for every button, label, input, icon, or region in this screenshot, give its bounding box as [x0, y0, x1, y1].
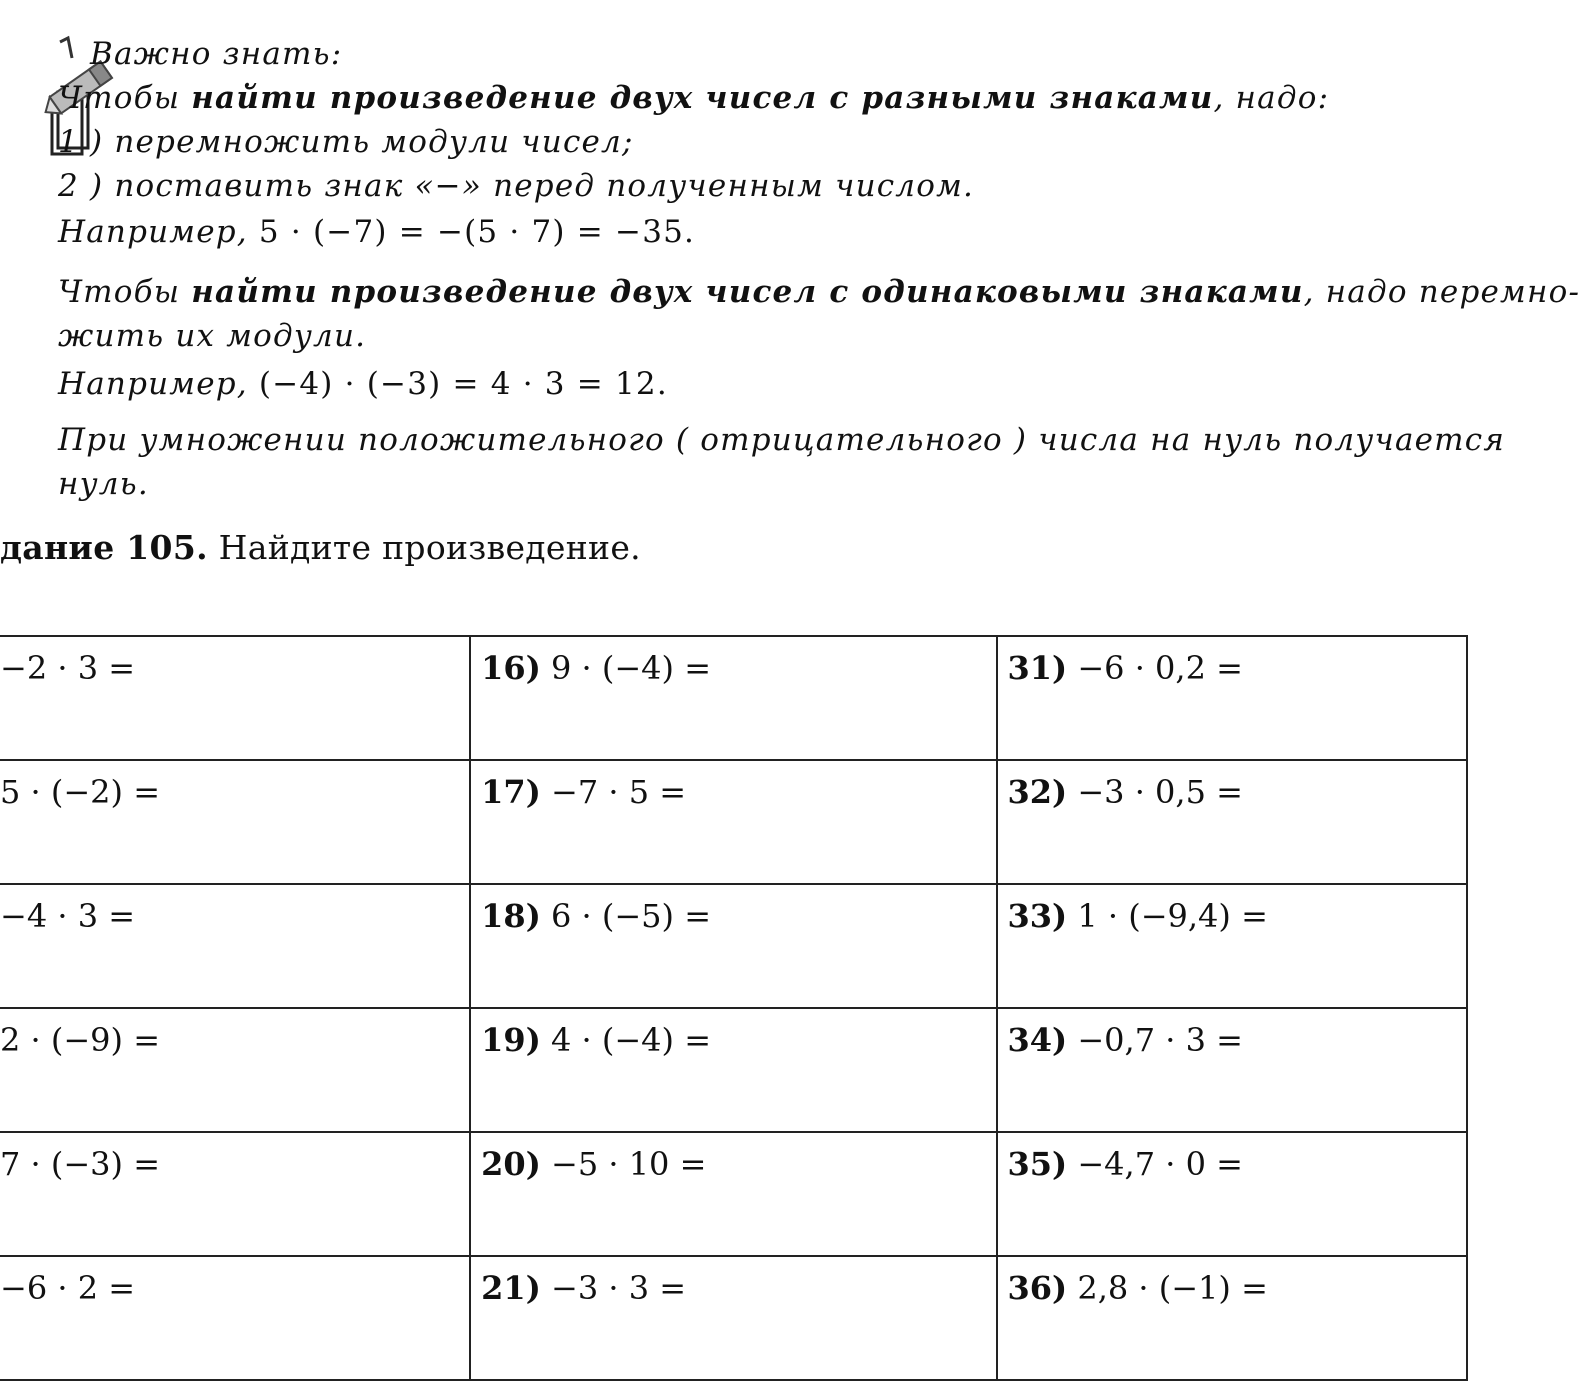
example-2: [58, 366, 668, 402]
exercise-number: 20): [481, 1145, 541, 1183]
table-row: [0, 760, 1467, 884]
rule-line-1: [58, 80, 1329, 116]
exercise-cell: [0, 1008, 470, 1132]
table-row: [0, 1256, 1467, 1380]
exercise-table: [0, 635, 1468, 1381]
rule-line-8: При умножении положительного ( отрицательного ) числа на нуль получается: [58, 422, 1506, 458]
exercise-number: 17): [481, 773, 541, 811]
rule-text: Чтобы: [58, 274, 192, 310]
exercise-cell: [470, 1256, 996, 1380]
rule-text: , надо:: [1213, 80, 1330, 116]
exercise-expression: 1 · (−9,4) =: [1077, 897, 1268, 935]
exercise-cell: [0, 884, 470, 1008]
example-label: Например,: [58, 214, 259, 250]
exercise-number: 18): [481, 897, 541, 935]
exercise-expression: −6 · 2 =: [0, 1269, 136, 1307]
rule-heading: Важно знать:: [90, 36, 343, 72]
rule-text: Чтобы: [58, 80, 192, 116]
exercise-expression: −2 · 3 =: [0, 649, 136, 687]
table-row: [0, 636, 1467, 760]
exercise-cell: [997, 1132, 1468, 1256]
exercise-expression: −3 · 0,5 =: [1077, 773, 1243, 811]
exercise-number: 36): [1007, 1269, 1068, 1307]
exercise-expression: −0,7 · 3 =: [1077, 1021, 1243, 1059]
exercise-number: 33): [1007, 897, 1068, 935]
exercise-cell: [0, 636, 470, 760]
exercise-expression: −6 · 0,2 =: [1077, 649, 1243, 687]
exercise-expression: −4 · 3 =: [0, 897, 136, 935]
rule-text: , надо перемно-: [1303, 274, 1580, 310]
exercise-cell: [997, 884, 1468, 1008]
exercise-cell: [470, 636, 996, 760]
example-label: Например,: [58, 366, 259, 402]
exercise-number: 21): [481, 1269, 541, 1307]
exercise-number: 31): [1007, 649, 1068, 687]
exercise-expression: 6 · (−5) =: [551, 897, 711, 935]
rule-line-9: нуль.: [58, 466, 149, 502]
task-instruction: Найдите произведение.: [207, 528, 641, 567]
example-formula: 5 · (−7) = −(5 · 7) = −35.: [258, 214, 696, 250]
exercise-number: 35): [1007, 1145, 1068, 1183]
exercise-number: 16): [481, 649, 541, 687]
exercise-cell: [470, 760, 996, 884]
rule-line-2: 1 ) перемножить модули чисел;: [58, 124, 634, 160]
task-title: [0, 528, 641, 567]
task-number: дание 105.: [0, 528, 208, 567]
exercise-expression: 7 · (−3) =: [0, 1145, 160, 1183]
exercise-expression: 2 · (−9) =: [0, 1021, 160, 1059]
example-formula: (−4) · (−3) = 4 · 3 = 12.: [258, 366, 668, 402]
exercise-cell: [0, 760, 470, 884]
rule-bold-text: найти произведение двух чисел с одинаковыми знаками: [191, 274, 1304, 310]
exercise-expression: 2,8 · (−1) =: [1077, 1269, 1268, 1307]
exercise-expression: −7 · 5 =: [551, 773, 687, 811]
exercise-expression: −4,7 · 0 =: [1077, 1145, 1243, 1183]
exercise-cell: [470, 884, 996, 1008]
exercise-number: 32): [1007, 773, 1068, 811]
table-row: [0, 1132, 1467, 1256]
table-row: [0, 884, 1467, 1008]
example-1: [58, 214, 695, 250]
exercise-cell: [0, 1256, 470, 1380]
exercise-cell: [470, 1008, 996, 1132]
exercise-number: 19): [481, 1021, 541, 1059]
exercise-expression: −5 · 10 =: [551, 1145, 707, 1183]
exercise-expression: −3 · 3 =: [551, 1269, 687, 1307]
exercise-expression: 4 · (−4) =: [551, 1021, 711, 1059]
exercise-cell: [0, 1132, 470, 1256]
exercise-cell: [470, 1132, 996, 1256]
rule-line-6: жить их модули.: [58, 318, 367, 354]
exercise-cell: [997, 636, 1468, 760]
table-row: [0, 1008, 1467, 1132]
rule-line-3: 2 ) поставить знак «−» перед полученным числом.: [58, 168, 975, 204]
rule-line-5: [58, 274, 1580, 310]
exercise-expression: 5 · (−2) =: [0, 773, 160, 811]
exercise-expression: 9 · (−4) =: [551, 649, 711, 687]
exercise-number: 34): [1007, 1021, 1068, 1059]
exercise-cell: [997, 1008, 1468, 1132]
exercise-cell: [997, 760, 1468, 884]
rule-bold-text: найти произведение двух чисел с разными знаками: [191, 80, 1214, 116]
exercise-cell: [997, 1256, 1468, 1380]
